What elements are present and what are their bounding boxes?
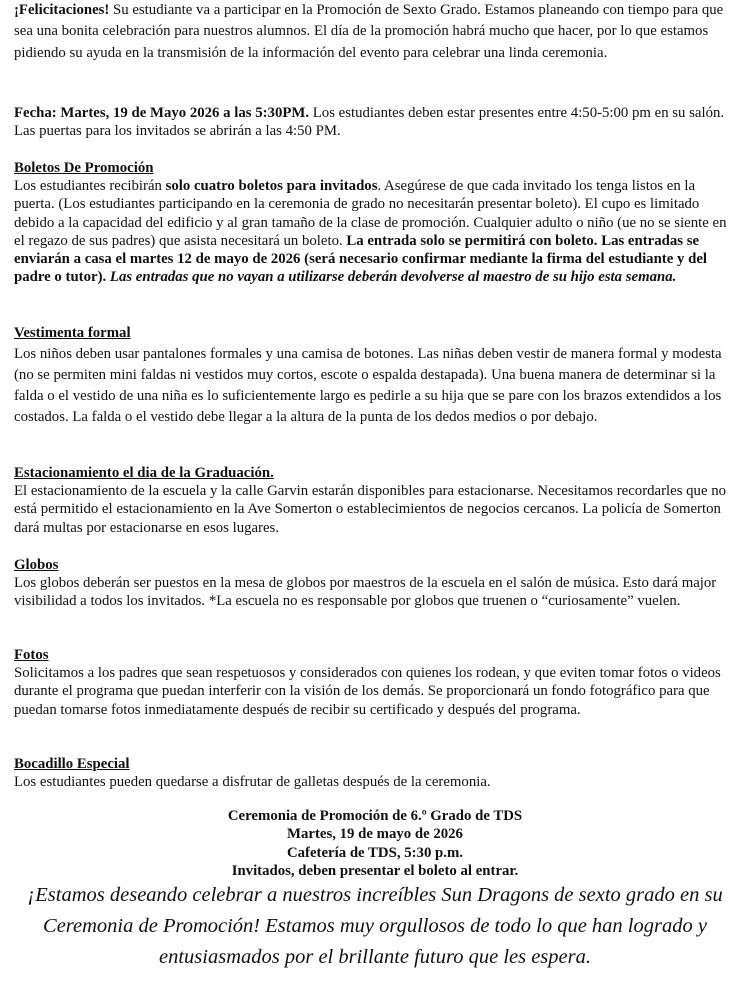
closing-message — [0, 880, 750, 973]
tickets-text-2: . Asegúrese de que cada invitado los tenga listos en la puerta. (Los estudiantes participando en la ceremonia de grado no necesitarán presentar boleto). El cupo es limitado debido a la capacidad del edificio y al gran tamaño de la clase de promoción. Cualquier adulto o niño (ue no se siente en el regazo de sus padres) que asista necesitará un boleto. — [14, 178, 727, 249]
section-heading-parking: Estacionamiento el dia de la Graduación. — [14, 465, 274, 481]
tickets-bold-italic: Las entradas que no vayan a utilizarse deberán devolverse al maestro de su hijo esta semana. — [109, 269, 677, 286]
ceremony-location: Cafetería de TDS, 5:30 p.m. — [286, 844, 464, 861]
section-balloons — [14, 556, 736, 611]
tickets-bold-2: La entrada solo se permitirá con boleto. Las entradas se enviarán a casa el martes 12 de mayo de 2026 (será necesario confirmar mediante la firma del estudiante y del padre o tutor). — [14, 232, 708, 286]
closing-line-1: ¡Estamos deseando celebrar a nuestros increíbles Sun Dragons de sexto grado en su — [27, 884, 723, 906]
tickets-body — [14, 177, 736, 286]
section-heading-snack: Bocadillo Especial — [14, 756, 130, 772]
section-attire — [14, 323, 736, 428]
attire-body: Los niños deben usar pantalones formales y una camisa de botones. Las niñas deben vestir de manera formal y modesta (no se permiten mini faldas ni vestidos muy cortos, escote o espalda destapada). Una buena manera de determinar si la falda o el vestido de una niña es lo suficientemente largo es pedirle a su hija que se pare con los brazos extendidos a los costados. La falda o el vestido debe llegar a la altura de la punta de los dedos medios o por debajo. — [14, 346, 722, 425]
closing-line-3: entusiasmados por el brillante futuro que les espera. — [159, 946, 591, 968]
section-heading-photos: Fotos — [14, 647, 49, 663]
section-photos — [14, 646, 736, 719]
balloons-body: Los globos deberán ser puestos en la mesa de globos por maestros de la escuela en el salón de música. Esto dará major visibilidad a todos los invitados. *La escuela no es responsable por globos que truenen o “curiosamente” vuelen. — [14, 575, 717, 610]
ceremony-title: Ceremonia de Promoción de 6.º Grado de TDS — [227, 808, 523, 824]
section-heading-balloons: Globos — [14, 557, 59, 573]
tickets-text-1: Los estudiantes recibirán — [14, 178, 166, 195]
intro-paragraph — [14, 0, 736, 64]
photos-body: Solicitamos a los padres que sean respetuosos y considerados con quienes los rodean, y que eviten tomar fotos o videos durante el programa que puedan interferir con la visión de los demás. Se proporcionará un fondo fotográfico para que puedan tomarse fotos inmediatamente después de recibir su certificado y después del programa. — [14, 665, 721, 718]
date-lead: Fecha: Martes, 19 de Mayo 2026 a las 5:30PM. — [14, 105, 310, 121]
section-heading-attire: Vestimenta formal — [14, 325, 131, 341]
ceremony-details — [0, 807, 750, 880]
date-text: Los estudiantes deben estar presentes entre 4:50-5:00 pm en su salón. Las puertas para los invitados se abrirán a las 4:50 PM. — [14, 105, 725, 140]
tickets-bold-1: solo cuatro boletos para invitados — [165, 178, 378, 195]
closing-line-2: Ceremonia de Promoción! Estamos muy orgullosos de todo lo que han logrado y — [43, 915, 707, 937]
ceremony-ticket-note: Invitados, deben presentar el boleto al entrar. — [231, 862, 519, 879]
snack-body: Los estudiantes pueden quedarse a disfrutar de galletas después de la ceremonia. — [14, 774, 491, 791]
section-tickets — [14, 159, 736, 286]
ceremony-date: Martes, 19 de mayo de 2026 — [287, 826, 463, 843]
date-paragraph — [14, 104, 736, 140]
intro-lead: ¡Felicitaciones! — [14, 2, 110, 18]
intro-text: Su estudiante va a participar en la Promoción de Sexto Grado. Estamos planeando con tiempo para que sea una bonita celebración para nuestros alumnos. El día de la promoción habrá mucho que hacer, por lo que estamos pidiendo su ayuda en la transmisión de la información del evento para celebrar una linda ceremonia. — [14, 2, 724, 61]
section-snack — [14, 755, 736, 791]
parking-body: El estacionamiento de la escuela y la calle Garvin estarán disponibles para estacionarse. Necesitamos recordarles que no está permitido el estacionamiento en la Ave Somerton o establecimientos de negocios cercanos. La policía de Somerton dará multas por estacionarse en esos lugares. — [14, 483, 727, 536]
section-parking — [14, 464, 736, 537]
section-heading-tickets: Boletos De Promoción — [14, 160, 154, 176]
